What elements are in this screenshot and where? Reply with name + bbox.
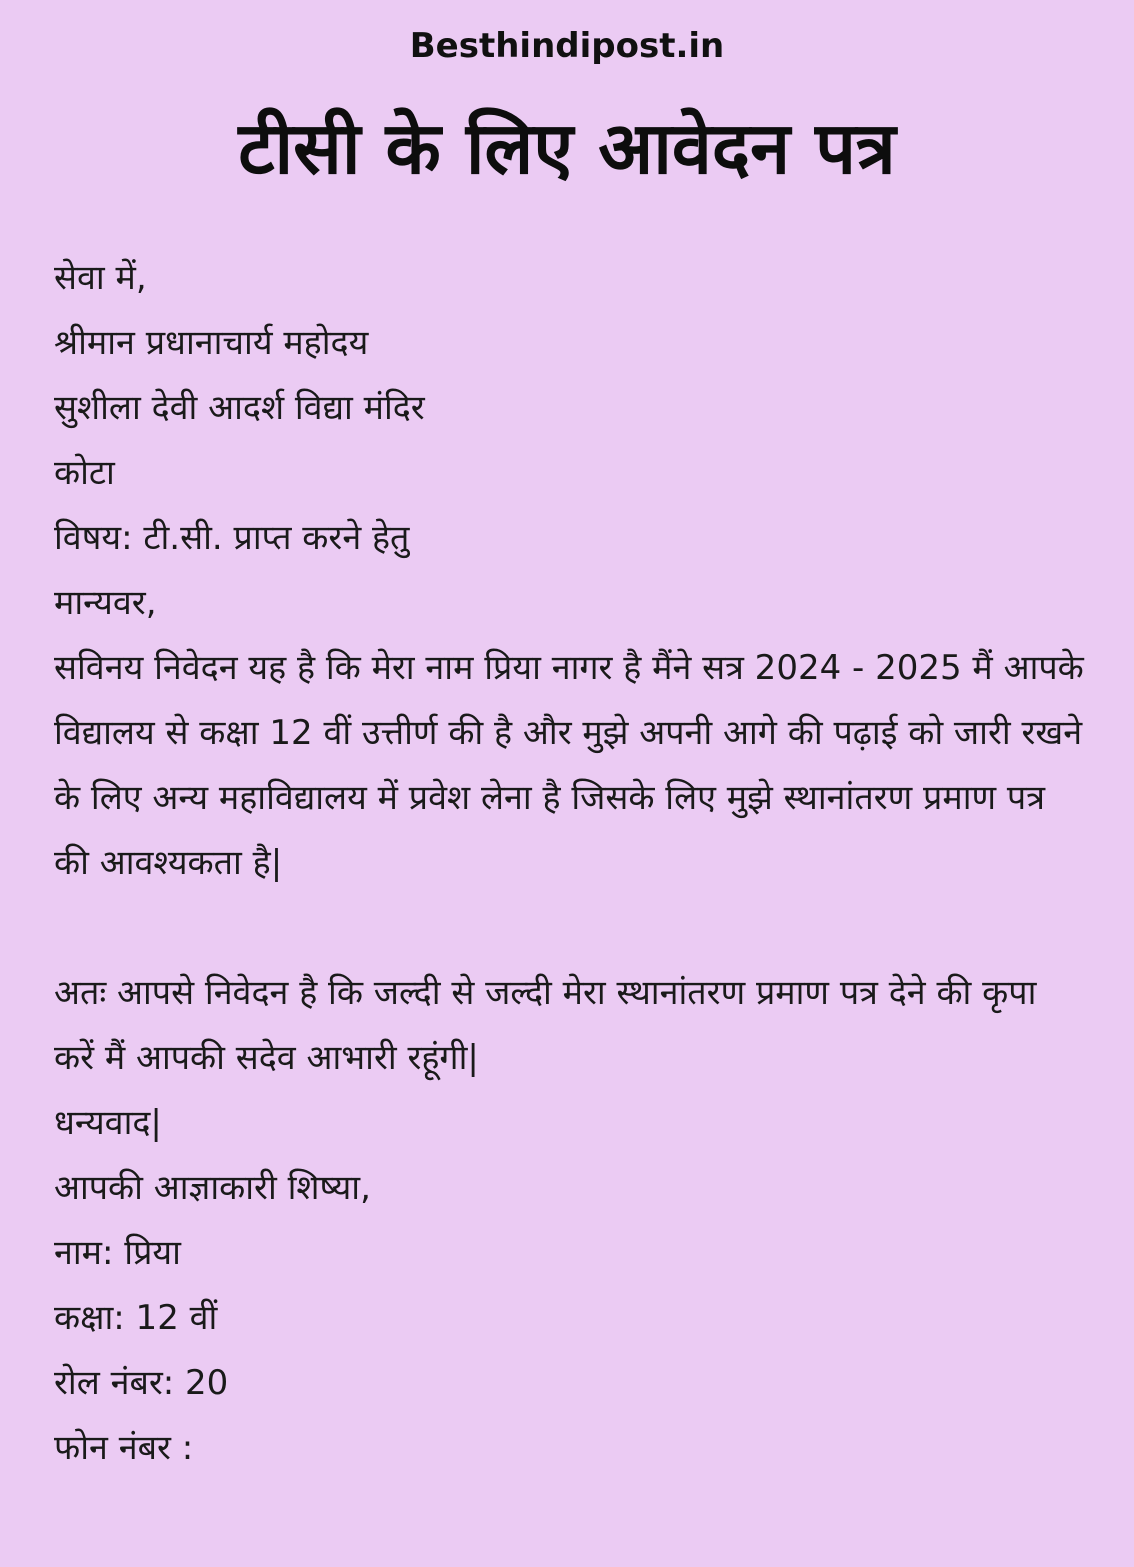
phone-number: फोन नंबर : bbox=[54, 1428, 194, 1468]
city: कोटा bbox=[54, 453, 115, 493]
site-name: Besthindipost.in bbox=[409, 26, 725, 66]
student-class: कक्षा: 12 वीं bbox=[54, 1298, 218, 1338]
page-title: टीसी के लिए आवेदन पत्र bbox=[238, 106, 896, 190]
school-name: सुशीला देवी आदर्श विद्या मंदिर bbox=[54, 388, 425, 428]
thanks: धन्यवाद| bbox=[54, 1103, 162, 1143]
letter-body bbox=[54, 246, 1084, 1481]
body-paragraph-2: अतः आपसे निवेदन है कि जल्दी से जल्दी मेरा स्थानांतरण प्रमाण पत्र देने की कृपा करें मैं आपकी सदेव आभारी रहूंगी| bbox=[54, 973, 1037, 1078]
paragraph-spacer bbox=[54, 896, 1084, 961]
body-paragraph-1: सविनय निवेदन यह है कि मेरा नाम प्रिया नागर है मैंने सत्र 2024 - 2025 मैं आपके विद्यालय से कक्षा 12 वीं उत्तीर्ण की है और मुझे अपनी आगे की पढ़ाई को जारी रखने के लिए अन्य महाविद्यालय में प्रवेश लेना है जिसके लिए मुझे स्थानांतरण प्रमाण पत्र की आवश्यकता है| bbox=[54, 648, 1084, 883]
subject-line: विषय: टी.सी. प्राप्त करने हेतु bbox=[54, 518, 410, 558]
recipient-title: श्रीमान प्रधानाचार्य महोदय bbox=[54, 323, 369, 363]
greeting: मान्यवर, bbox=[54, 583, 157, 623]
salutation-to: सेवा में, bbox=[54, 258, 147, 298]
student-name: नाम: प्रिया bbox=[54, 1233, 181, 1273]
closing: आपकी आज्ञाकारी शिष्या, bbox=[54, 1168, 371, 1208]
roll-number: रोल नंबर: 20 bbox=[54, 1363, 229, 1403]
